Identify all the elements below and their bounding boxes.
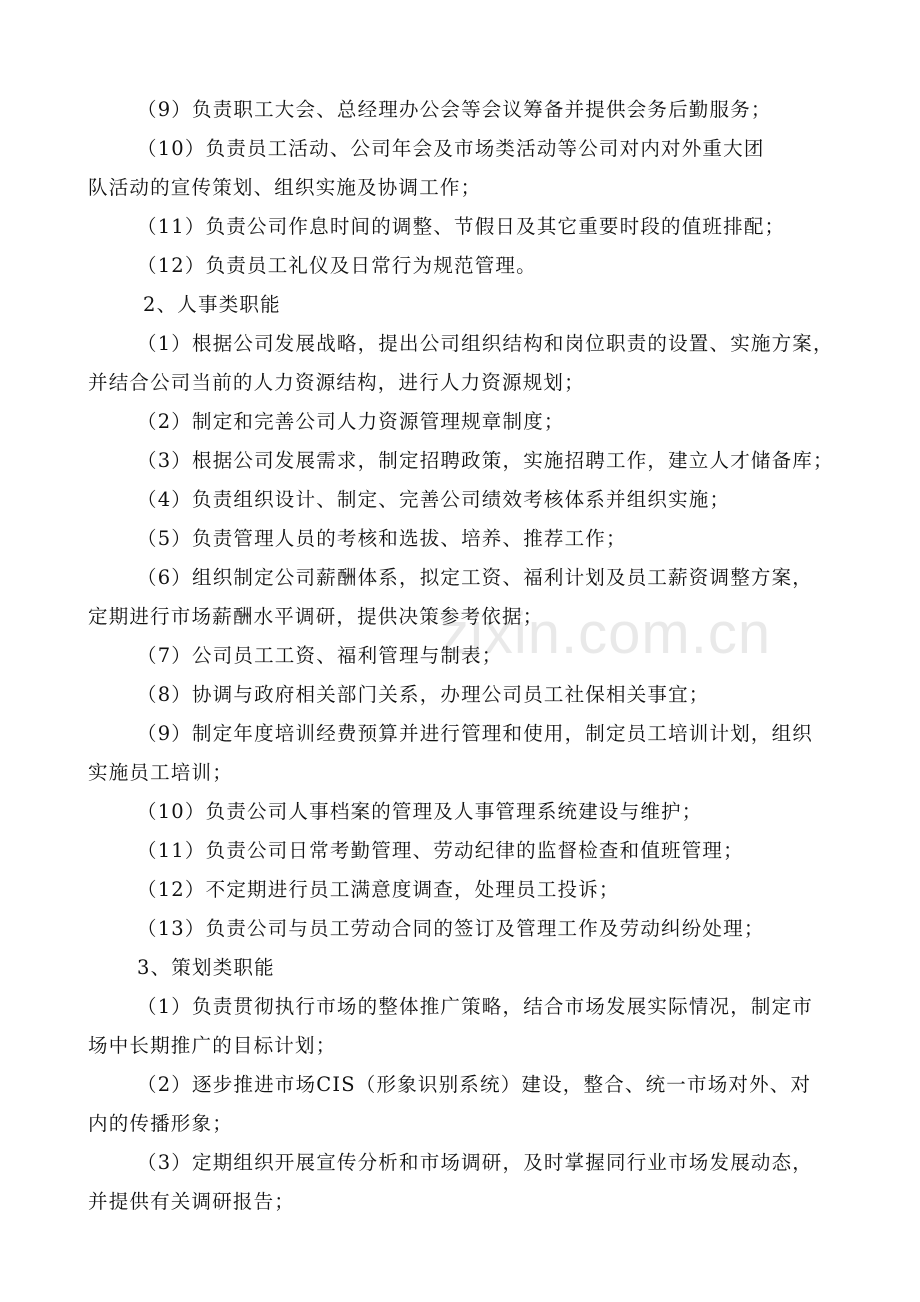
text-line: （3）根据公司发展需求，制定招聘政策，实施招聘工作，建立人才储备库； <box>137 449 834 472</box>
text-line: （5）负责管理人员的考核和选拔、培养、推荐工作； <box>137 527 627 550</box>
text-line: （2）逐步推进市场CIS（形象识别系统）建设，整合、统一市场对外、对 <box>137 1073 812 1096</box>
text-line: （13）负责公司与员工劳动合同的签订及管理工作及劳动纠纷处理； <box>137 917 765 940</box>
text-line: （11）负责公司日常考勤管理、劳动纪律的监督检查和值班管理； <box>137 839 744 862</box>
text-line: 定期进行市场薪酬水平调研，提供决策参考依据； <box>88 605 544 628</box>
text-line: （12）不定期进行员工满意度调查，处理员工投诉； <box>137 878 620 901</box>
text-line: 内的传播形象； <box>88 1112 233 1135</box>
text-line: （2）制定和完善公司人力资源管理规章制度； <box>137 410 565 433</box>
section-heading: 2、人事类职能 <box>143 293 281 316</box>
text-line: （1）负责贯彻执行市场的整体推广策略，结合市场发展实际情况，制定市 <box>137 995 814 1018</box>
section-heading: 3、策划类职能 <box>137 956 275 979</box>
text-line: （4）负责组织设计、制定、完善公司绩效考核体系并组织实施； <box>137 488 731 511</box>
text-line: （9）制定年度培训经费预算并进行管理和使用，制定员工培训计划，组织 <box>137 722 814 745</box>
text-line: （7）公司员工工资、福利管理与制表； <box>137 644 503 667</box>
text-line: （6）组织制定公司薪酬体系，拟定工资、福利计划及员工薪资调整方案， <box>137 566 814 589</box>
text-line: 场中长期推广的目标计划； <box>88 1034 337 1057</box>
text-line: （1）根据公司发展战略，提出公司组织结构和岗位职责的设置、实施方案， <box>137 332 834 355</box>
text-line: （10）负责公司人事档案的管理及人事管理系统建设与维护； <box>137 800 703 823</box>
text-line: （11）负责公司作息时间的调整、节假日及其它重要时段的值班排配； <box>137 215 786 238</box>
text-line: （10）负责员工活动、公司年会及市场类活动等公司对内对外重大团 <box>137 137 765 160</box>
text-line: 并结合公司当前的人力资源结构，进行人力资源规划； <box>88 371 585 394</box>
text-line: （3）定期组织开展宣传分析和市场调研，及时掌握同行业市场发展动态， <box>137 1151 814 1174</box>
text-line: （8）协调与政府相关部门关系，办理公司员工社保相关事宜； <box>137 683 710 706</box>
text-line: 实施员工培训； <box>88 761 233 784</box>
text-line: 队活动的宣传策划、组织实施及协调工作； <box>88 176 482 199</box>
text-line: 并提供有关调研报告； <box>88 1190 296 1213</box>
text-line: （12）负责员工礼仪及日常行为规范管理。 <box>137 254 537 277</box>
text-line: （9）负责职工大会、总经理办公会等会议筹备并提供会务后勤服务； <box>137 98 772 121</box>
watermark: zixin.com.cn <box>440 601 772 666</box>
